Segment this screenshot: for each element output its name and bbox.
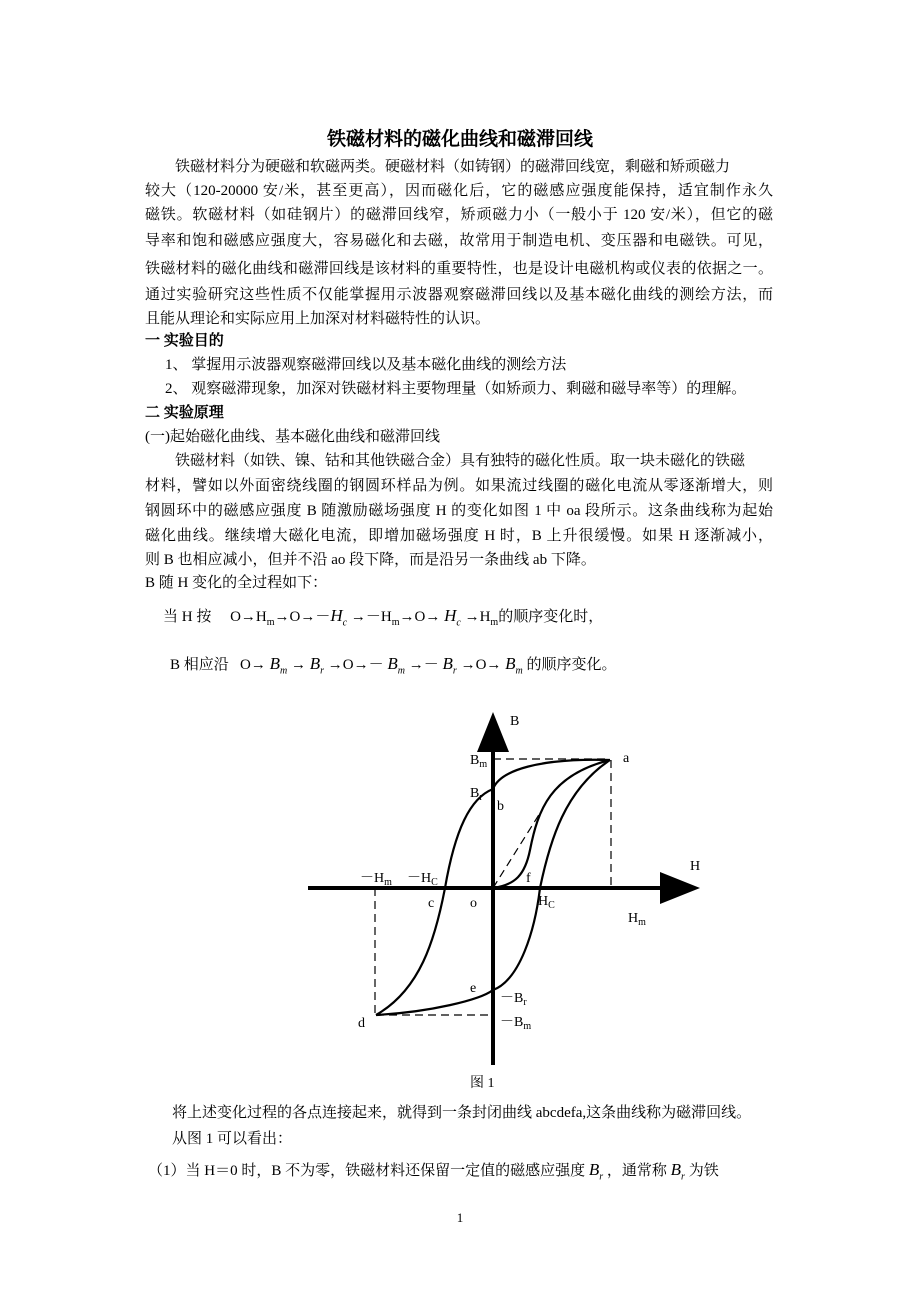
paragraph-line: 磁化曲线。继续增大磁化电流，即增加磁场强度 H 时，B 上升很缓慢。如果 H 逐渐减小， bbox=[145, 528, 773, 544]
paragraph-line: 铁磁材料的磁化曲线和磁滞回线是该材料的重要特性，也是设计电磁机构或仪表的依据之一。 bbox=[145, 261, 773, 277]
figure-caption: 图 1 bbox=[470, 1076, 495, 1091]
paragraph-line: 且能从理论和实际应用上加深对材料磁特性的认识。 bbox=[145, 311, 491, 327]
label-neg-br: $-B_r$ bbox=[500, 991, 527, 1008]
point-f: f bbox=[526, 871, 531, 886]
point-d: d bbox=[358, 1016, 365, 1031]
point-b: b bbox=[497, 799, 504, 814]
paragraph-line: 从图 1 可以看出： bbox=[172, 1131, 293, 1147]
label-bm: $B_m$ bbox=[470, 753, 488, 770]
label-hm: $H_m$ bbox=[628, 911, 646, 928]
label-neg-bm: $-B_m$ bbox=[500, 1015, 532, 1032]
initial-magnetization-curve bbox=[493, 760, 610, 888]
page-title: 铁磁材料的磁化曲线和磁滞回线 bbox=[326, 129, 593, 150]
point-a: a bbox=[623, 751, 630, 766]
formula-b-sequence: B 相应沿 $O\to B_m \to B_r \to O\to- B_m \to- B_r \to O\to B_m$ 的顺序变化。 bbox=[170, 654, 617, 677]
label-br: $B_r$ bbox=[470, 786, 483, 803]
paragraph-line: 铁磁材料（如铁、镍、钴和其他铁磁合金）具有独特的磁化性质。取一块未磁化的铁磁 bbox=[175, 453, 746, 469]
paragraph-line: 则 B 也相应减小，但并不沿 ao 段下降，而是沿另一条曲线 ab 下降。 bbox=[145, 552, 596, 568]
section-heading: 二 实验原理 bbox=[145, 405, 224, 421]
paragraph-line: 钢圆环中的磁感应强度 B 随激励磁场强度 H 的变化如图 1 中 oa 段所示。这条曲线称为起始 bbox=[145, 503, 773, 519]
formula-h-sequence: 当 H 按 $O\to H_m\to O\to-H_c \to-H_m\to O\to H_c \to H_m$的顺序变化时， bbox=[163, 606, 604, 629]
subsection-heading: (一)起始磁化曲线、基本磁化曲线和磁滞回线 bbox=[145, 429, 440, 445]
label-neg-hm: $-H_m$ bbox=[360, 871, 392, 888]
paragraph-line: 将上述变化过程的各点连接起来，就得到一条封闭曲线 abcdefa,这条曲线称为磁滞回线。 bbox=[172, 1105, 752, 1121]
axis-label-h: H bbox=[690, 859, 701, 874]
paragraph-line: B 随 H 变化的全过程如下： bbox=[145, 575, 328, 591]
paragraph-line: 导率和饱和磁感应强度大，容易磁化和去磁，故常用于制造电机、变压器和电磁铁。可见， bbox=[145, 233, 773, 249]
point-o: o bbox=[470, 896, 477, 911]
section-heading: 一 实验目的 bbox=[145, 333, 224, 349]
paragraph-line: 较大（120-20000 安/米，甚至更高），因而磁化后，它的磁感应强度能保持，适宜制作永久 bbox=[145, 183, 773, 199]
point-e: e bbox=[470, 981, 477, 996]
hysteresis-loop-figure bbox=[300, 700, 720, 1100]
paragraph-line: 材料，譬如以外面密绕线圈的钢圆环样品为例。如果流过线圈的磁化电流从零逐渐增大，则 bbox=[145, 478, 773, 494]
paragraph-line: 磁铁。软磁材料（如硅钢片）的磁滞回线窄，矫顽磁力小（一般小于 120 安/米），但它的磁 bbox=[145, 207, 773, 223]
point-c: c bbox=[428, 896, 435, 911]
paragraph-line: 通过实验研究这些性质不仅能掌握用示波器观察磁滞回线以及基本磁化曲线的测绘方法，而 bbox=[145, 287, 773, 303]
label-hc: $H_C$ bbox=[538, 894, 555, 911]
axis-label-b: B bbox=[510, 714, 520, 729]
paragraph-line: （1）当 H＝0 时，B 不为零，铁磁材料还保留一定值的磁感应强度 $B_r$ ，通常称 $B_r$ 为铁 bbox=[148, 1160, 719, 1183]
label-neg-hc: $-H_C$ bbox=[407, 871, 438, 888]
page-number: 1 bbox=[456, 1210, 464, 1225]
list-item: 1、 掌握用示波器观察磁滞回线以及基本磁化曲线的测绘方法 bbox=[165, 357, 567, 373]
list-item: 2、 观察磁滞现象，加深对铁磁材料主要物理量（如矫顽力、剩磁和磁导率等）的理解。 bbox=[165, 381, 747, 397]
paragraph-line: 铁磁材料分为硬磁和软磁两类。硬磁材料（如铸钢）的磁滞回线宽，剩磁和矫顽磁力 bbox=[175, 159, 731, 175]
